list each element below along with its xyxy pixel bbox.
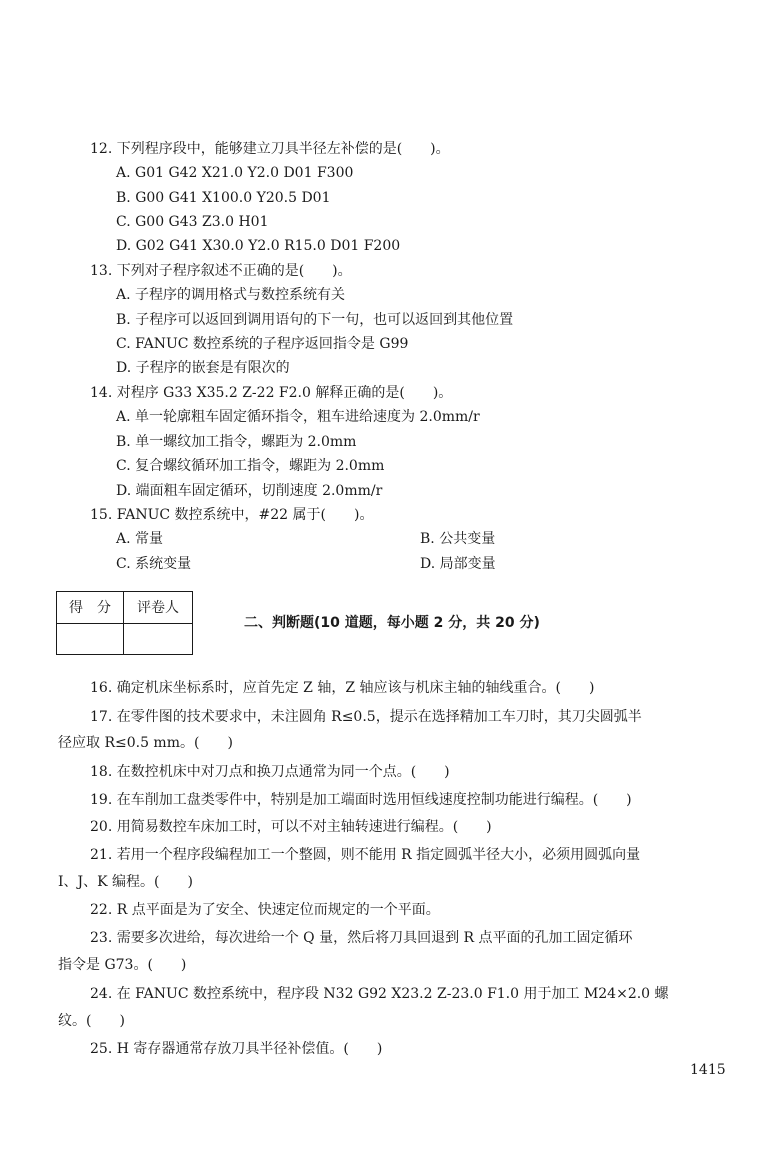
question-17-line1: 17. 在零件图的技术要求中，未注圆角 R≤0.5，提示在选择精加工车刀时，其刀尖圆弧半 xyxy=(90,709,642,725)
question-12-option-b: B. G00 G41 X100.0 Y20.5 D01 xyxy=(116,190,331,206)
question-12-option-a: A. G01 G42 X21.0 Y2.0 D01 F300 xyxy=(116,165,354,181)
question-12-stem: 12. 下列程序段中，能够建立刀具半径左补偿的是( )。 xyxy=(90,141,450,157)
question-23-line2: 指令是 G73。( ) xyxy=(58,957,187,973)
score-box xyxy=(56,591,193,655)
question-13-option-a: A. 子程序的调用格式与数控系统有关 xyxy=(116,287,346,303)
question-21-line1: 21. 若用一个程序段编程加工一个整圆，则不能用 R 指定圆弧半径大小，必须用圆弧向量 xyxy=(90,847,641,863)
question-22: 22. R 点平面是为了安全、快速定位而规定的一个平面。 xyxy=(90,902,440,918)
question-15-option-b: B. 公共变量 xyxy=(420,531,496,547)
question-14-option-a: A. 单一轮廓粗车固定循环指令，粗车进给速度为 2.0mm/r xyxy=(116,409,480,425)
question-16: 16. 确定机床坐标系时，应首先定 Z 轴，Z 轴应该与机床主轴的轴线重合。( ) xyxy=(90,680,595,696)
question-14-option-d: D. 端面粗车固定循环，切削速度 2.0mm/r xyxy=(116,483,383,499)
question-17-line2: 径应取 R≤0.5 mm。( ) xyxy=(58,735,233,751)
question-15-stem: 15. FANUC 数控系统中，#22 属于( )。 xyxy=(90,507,374,523)
question-23-line1: 23. 需要多次进给，每次进给一个 Q 量，然后将刀具回退到 R 点平面的孔加工固定循环 xyxy=(90,930,633,946)
score-cell xyxy=(57,623,124,655)
question-19: 19. 在车削加工盘类零件中，特别是加工端面时选用恒线速度控制功能进行编程。( ) xyxy=(90,792,632,808)
section-title: 二、判断题(10 道题，每小题 2 分，共 20 分) xyxy=(244,615,540,631)
question-21-line2: I、J、K 编程。( ) xyxy=(58,874,193,890)
question-25: 25. H 寄存器通常存放刀具半径补偿值。( ) xyxy=(90,1041,383,1057)
grader-cell xyxy=(124,623,193,655)
question-13-option-d: D. 子程序的嵌套是有限次的 xyxy=(116,360,290,376)
question-14-stem: 14. 对程序 G33 X35.2 Z-22 F2.0 解释正确的是( )。 xyxy=(90,385,453,401)
question-12-option-d: D. G02 G41 X30.0 Y2.0 R15.0 D01 F200 xyxy=(116,238,401,254)
question-13-option-b: B. 子程序可以返回到调用语句的下一句，也可以返回到其他位置 xyxy=(116,312,514,328)
question-15-option-d: D. 局部变量 xyxy=(420,556,496,572)
question-13-option-c: C. FANUC 数控系统的子程序返回指令是 G99 xyxy=(116,336,409,352)
question-14-option-b: B. 单一螺纹加工指令，螺距为 2.0mm xyxy=(116,434,357,450)
question-13-stem: 13. 下列对子程序叙述不正确的是( )。 xyxy=(90,263,352,279)
question-24-line2: 纹。( ) xyxy=(58,1013,125,1029)
question-24-line1: 24. 在 FANUC 数控系统中，程序段 N32 G92 X23.2 Z-23.0 F1.0 用于加工 M24×2.0 螺 xyxy=(90,986,669,1002)
question-18: 18. 在数控机床中对刀点和换刀点通常为同一个点。( ) xyxy=(90,764,450,780)
question-15-option-a: A. 常量 xyxy=(116,531,164,547)
question-14-option-c: C. 复合螺纹循环加工指令，螺距为 2.0mm xyxy=(116,458,385,474)
question-20: 20. 用简易数控车床加工时，可以不对主轴转速进行编程。( ) xyxy=(90,819,492,835)
question-15-option-c: C. 系统变量 xyxy=(116,556,192,572)
score-label: 得 分 xyxy=(57,592,124,624)
question-12-option-c: C. G00 G43 Z3.0 H01 xyxy=(116,214,269,230)
grader-label: 评卷人 xyxy=(124,592,193,624)
page-number: 1415 xyxy=(690,1062,726,1078)
